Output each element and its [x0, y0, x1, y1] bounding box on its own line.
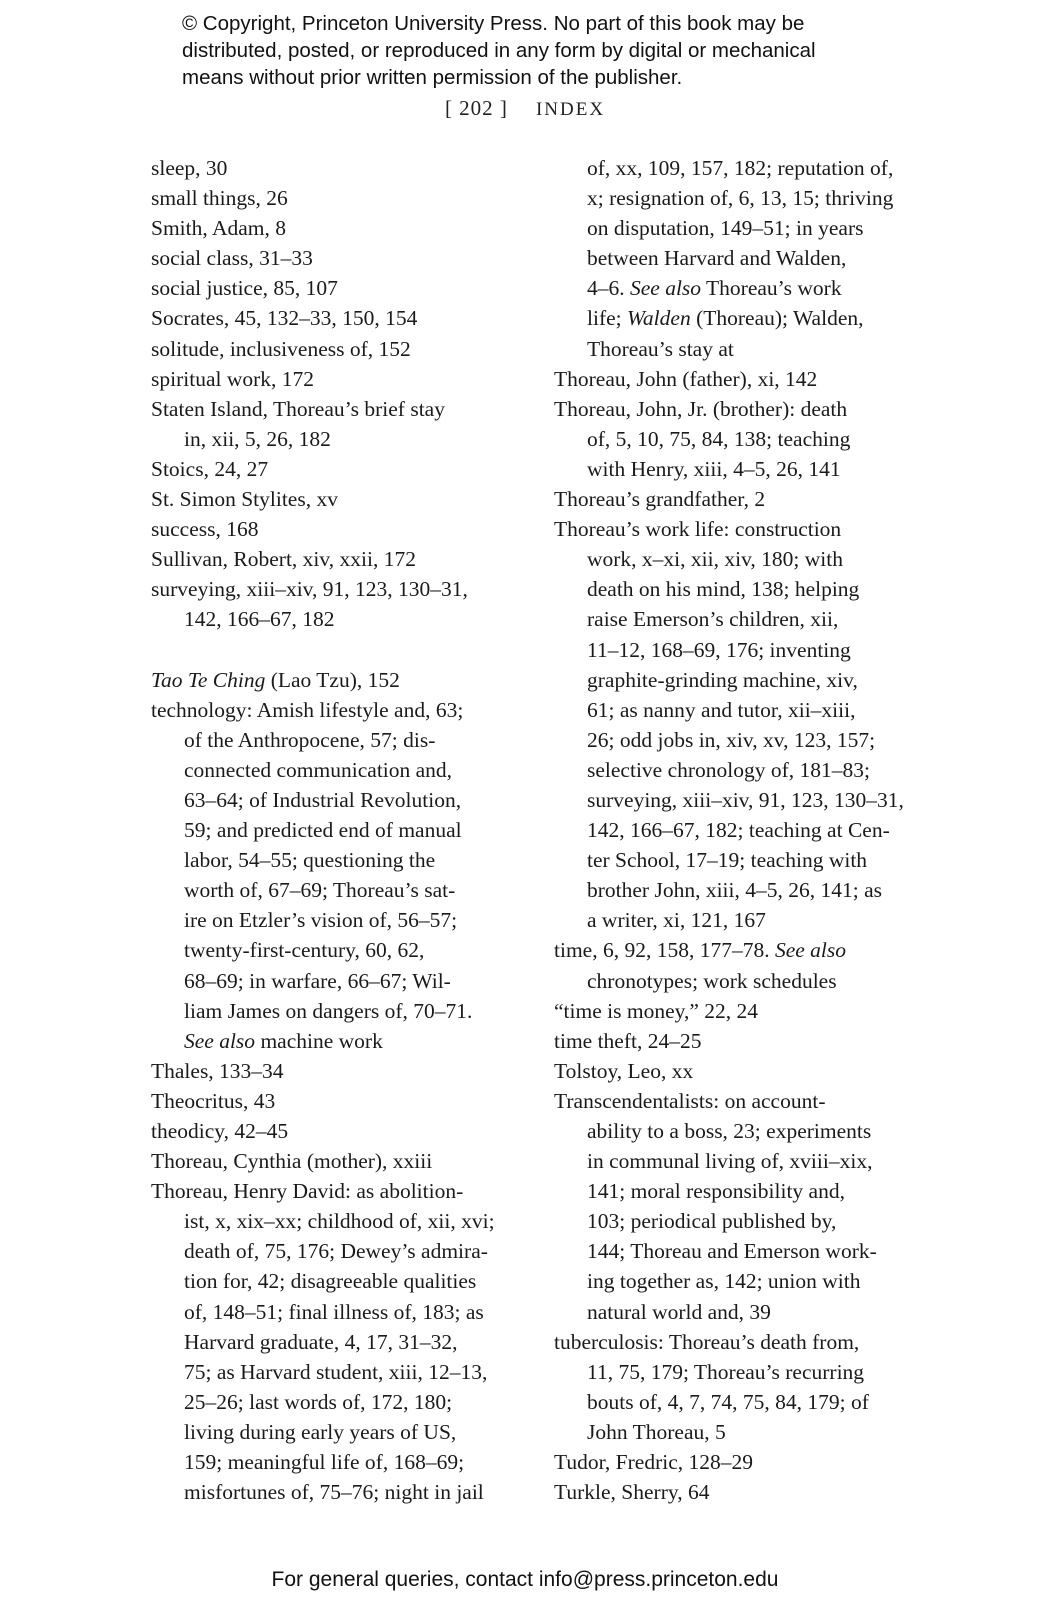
index-entry: Thoreau, Cynthia (mother), xxiii — [151, 1149, 433, 1174]
index-entry: Theocritus, 43 — [151, 1088, 276, 1113]
index-entry-continuation: death of, 75, 176; Dewey’s admira- — [184, 1239, 488, 1264]
index-entry-continuation: 141; moral responsibility and, — [587, 1179, 845, 1204]
index-entry-continuation — [554, 303, 924, 333]
index-entry-continuation: 25–26; last words of, 172, 180; — [184, 1389, 453, 1414]
index-entry: Socrates, 45, 132–33, 150, 154 — [151, 306, 418, 331]
index-entry-continuation: 159; meaningful life of, 168–69; — [184, 1450, 465, 1475]
index-entry: time theft, 24–25 — [554, 1028, 702, 1053]
index-entry-continuation: 59; and predicted end of manual — [184, 818, 462, 843]
index-entry-continuation: 142, 166–67, 182 — [184, 607, 335, 632]
index-entry-continuation: labor, 54–55; questioning the — [184, 848, 436, 873]
index-entry-continuation: graphite-grinding machine, xiv, — [587, 667, 858, 692]
index-entry-continuation: ist, x, xix–xx; childhood of, xii, xvi; — [184, 1209, 495, 1234]
index-entry-continuation: 11, 75, 179; Thoreau’s recurring — [587, 1359, 865, 1384]
index-entry-continuation: between Harvard and Walden, — [587, 246, 847, 271]
index-entry-continuation: in, xii, 5, 26, 182 — [184, 426, 331, 451]
index-entry — [554, 935, 924, 965]
index-entry-continuation: of, 148–51; final illness of, 183; as — [184, 1299, 484, 1324]
index-entry-continuation: 63–64; of Industrial Revolution, — [184, 787, 462, 812]
section-title: INDEX — [535, 99, 606, 120]
index-entry-continuation: living during early years of US, — [184, 1419, 457, 1444]
copyright-notice — [182, 10, 902, 91]
entry-text: (Lao Tzu), 152 — [265, 667, 400, 692]
index-entry-continuation: on disputation, 149–51; in years — [587, 216, 864, 241]
index-entry: Thoreau, John, Jr. (brother): death — [554, 396, 848, 421]
index-entry-continuation: a writer, xi, 121, 167 — [587, 908, 766, 933]
copyright-line: distributed, posted, or reproduced in any form by digital or mechanical — [182, 39, 816, 62]
index-entry: theodicy, 42–45 — [151, 1119, 289, 1143]
index-entry-continuation: John Thoreau, 5 — [587, 1419, 726, 1444]
index-entry-continuation: ter School, 17–19; teaching with — [587, 848, 868, 873]
index-entry: Tolstoy, Leo, xx — [554, 1058, 694, 1083]
index-entry: Staten Island, Thoreau’s brief stay — [151, 396, 445, 421]
index-entry: surveying, xiii–xiv, 91, 123, 130–31, — [151, 577, 468, 602]
index-entry: solitude, inclusiveness of, 152 — [151, 336, 411, 361]
page-number: [ 202 ] — [444, 96, 508, 120]
index-entry: Thoreau, Henry David: as abolition- — [151, 1179, 464, 1204]
index-entry: sleep, 30 — [151, 156, 228, 180]
italic-text: Walden — [627, 306, 691, 331]
copyright-line: © Copyright, Princeton University Press. No part of this book may be — [182, 12, 805, 35]
index-entry: Thoreau’s grandfather, 2 — [554, 487, 766, 512]
index-entry-continuation: 11–12, 168–69, 176; inventing — [587, 637, 851, 662]
index-entry — [151, 665, 511, 695]
index-entry: Smith, Adam, 8 — [151, 216, 286, 241]
index-entry-continuation — [151, 1026, 511, 1056]
index-entry: tuberculosis: Thoreau’s death from, — [554, 1329, 860, 1354]
copyright-line: means without prior written permission of the publisher. — [182, 66, 683, 89]
italic-text: See also — [630, 276, 702, 301]
index-entry-continuation: liam James on dangers of, 70–71. — [184, 998, 473, 1023]
index-entry-continuation: Thoreau’s stay at — [587, 336, 734, 361]
index-entry: spiritual work, 172 — [151, 366, 315, 391]
index-entry-continuation: brother John, xiii, 4–5, 26, 141; as — [587, 878, 883, 903]
italic-text: See also — [184, 1028, 256, 1053]
entry-text: 4–6. — [587, 276, 630, 301]
index-entry: “time is money,” 22, 24 — [554, 998, 759, 1023]
index-entry-continuation: work, x–xi, xii, xiv, 180; with — [587, 547, 844, 572]
index-entry-continuation: 68–69; in warfare, 66–67; Wil- — [184, 968, 451, 993]
index-column-left — [151, 153, 511, 1507]
index-entry-continuation: 103; periodical published by, — [587, 1209, 837, 1234]
index-entry-continuation: natural world and, 39 — [587, 1299, 771, 1324]
index-entry-continuation: bouts of, 4, 7, 74, 75, 84, 179; of — [587, 1389, 869, 1414]
index-entry: St. Simon Stylites, xv — [151, 487, 338, 512]
index-entry: Stoics, 24, 27 — [151, 456, 269, 481]
index-entry-continuation: death on his mind, 138; helping — [587, 577, 860, 602]
index-entry-continuation: in communal living of, xviii–xix, — [587, 1149, 873, 1174]
index-entry: success, 168 — [151, 517, 259, 542]
index-entry: social class, 31–33 — [151, 246, 313, 271]
index-entry: small things, 26 — [151, 186, 288, 211]
index-entry: Turkle, Sherry, 64 — [554, 1480, 710, 1505]
running-header — [0, 96, 1050, 121]
index-entry: Transcendentalists: on account- — [554, 1088, 826, 1113]
index-entry-continuation: connected communication and, — [184, 757, 453, 782]
index-entry-continuation: worth of, 67–69; Thoreau’s sat- — [184, 878, 456, 903]
entry-text: Thoreau’s work — [701, 276, 842, 301]
index-entry-continuation: twenty-first-century, 60, 62, — [184, 938, 425, 963]
index-entry — [151, 635, 511, 665]
index-entry-continuation: 75; as Harvard student, xiii, 12–13, — [184, 1359, 488, 1384]
index-entry-continuation: selective chronology of, 181–83; — [587, 757, 871, 782]
index-entry-continuation: of, 5, 10, 75, 84, 138; teaching — [587, 426, 851, 451]
entry-text: life; — [587, 306, 627, 331]
index-entry-continuation: misfortunes of, 75–76; night in jail — [184, 1480, 484, 1505]
index-entry-continuation: 144; Thoreau and Emerson work- — [587, 1239, 877, 1264]
index-entry-continuation: chronotypes; work schedules — [587, 968, 837, 993]
index-column-right — [554, 153, 924, 1507]
index-entry-continuation: tion for, 42; disagreeable qualities — [184, 1269, 477, 1294]
index-entry: Sullivan, Robert, xiv, xxii, 172 — [151, 547, 416, 572]
index-entry-continuation: with Henry, xiii, 4–5, 26, 141 — [587, 456, 841, 481]
index-entry-continuation — [554, 273, 924, 303]
footer-contact: For general queries, contact info@press.princeton.edu — [271, 1568, 779, 1591]
entry-text: time, 6, 92, 158, 177–78. — [554, 938, 775, 963]
index-entry: Tudor, Fredric, 128–29 — [554, 1450, 754, 1475]
index-entry-continuation: ing together as, 142; union with — [587, 1269, 861, 1294]
entry-text: (Thoreau); Walden, — [690, 306, 864, 331]
italic-text: See also — [774, 938, 847, 963]
index-entry-continuation: x; resignation of, 6, 13, 15; thriving — [587, 186, 894, 211]
index-entry: Thoreau, John (father), xi, 142 — [554, 366, 818, 391]
index-entry: technology: Amish lifestyle and, 63; — [151, 697, 464, 722]
entry-text: machine work — [255, 1028, 383, 1053]
index-entry: Thales, 133–34 — [151, 1058, 284, 1083]
index-entry-continuation: Harvard graduate, 4, 17, 31–32, — [184, 1329, 458, 1354]
italic-text: Tao Te Ching — [151, 667, 266, 692]
index-entry-continuation: ability to a boss, 23; experiments — [587, 1119, 872, 1143]
index-entry: social justice, 85, 107 — [151, 276, 338, 301]
index-entry-continuation: ire on Etzler’s vision of, 56–57; — [184, 908, 458, 933]
index-entry-continuation: surveying, xiii–xiv, 91, 123, 130–31, — [587, 787, 904, 812]
index-entry-continuation: 26; odd jobs in, xiv, xv, 123, 157; — [587, 727, 876, 752]
index-entry-continuation: raise Emerson’s children, xii, — [587, 607, 839, 632]
index-entry-continuation: 142, 166–67, 182; teaching at Cen- — [587, 818, 890, 843]
index-entry-continuation: of, xx, 109, 157, 182; reputation of, — [587, 156, 894, 180]
index-entry-continuation: 61; as nanny and tutor, xii–xiii, — [587, 697, 856, 722]
index-entry: Thoreau’s work life: construction — [554, 517, 842, 542]
index-entry-continuation: of the Anthropocene, 57; dis- — [184, 727, 436, 752]
